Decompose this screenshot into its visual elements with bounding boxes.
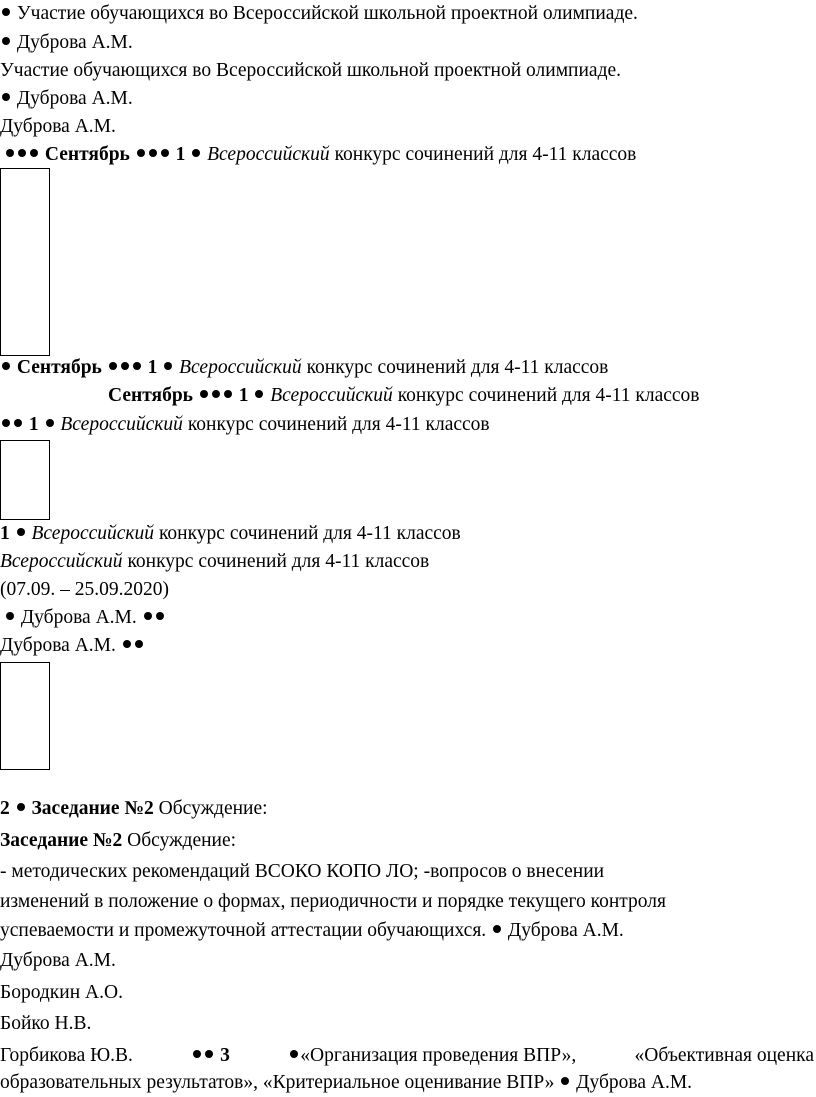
bullet-icon [144, 612, 152, 620]
borodkin-text: Бородкин А.О. [0, 982, 123, 1003]
contest-italic: Всероссийский [0, 551, 123, 572]
dates-text: (07.09. – 25.09.2020) [0, 579, 169, 600]
line-meeting-1 [0, 797, 268, 821]
paragraph-line-2 [0, 890, 666, 914]
paragraph-text: - методических рекомендаций ВСОКО КОПО ЛО; -вопросов о внесении [0, 861, 605, 882]
dubrova-text: Дуброва А.М. [16, 32, 133, 53]
contest-text: конкурс сочинений для 4-11 классов [158, 523, 461, 544]
line-september-3 [108, 384, 700, 408]
olympiad-text: Участие обучающихся во Всероссийской школьной проектной олимпиаде. [0, 60, 622, 81]
contest-text: конкурс сочинений для 4-11 классов [127, 551, 430, 572]
bullet-icon [14, 419, 22, 427]
bullet-icon [212, 390, 220, 398]
empty-cell-box [0, 440, 50, 520]
bullet-icon [109, 362, 117, 370]
topic-last: образовательных результатов», «Критериальное оценивание ВПР» [0, 1072, 555, 1093]
line-contest-5 [0, 522, 461, 546]
dubrova-text: Дуброва А.М. [576, 1072, 693, 1093]
bullet-icon [2, 93, 10, 101]
bullet-icon [156, 612, 164, 620]
line-dubrova-2 [0, 87, 133, 111]
row-number: 3 [220, 1045, 230, 1066]
line-dates [0, 578, 169, 602]
dubrova-text: Дуброва А.М. [0, 635, 116, 656]
contest-text: конкурс сочинений для 4-11 классов [306, 357, 609, 378]
dubrova-text: Дуброва А.М. [0, 116, 116, 137]
month-label: Сентябрь [44, 144, 130, 165]
bullet-icon [2, 362, 10, 370]
bullet-icon [46, 419, 54, 427]
bullet-icon [192, 149, 200, 157]
bullet-icon [121, 362, 129, 370]
bullet-icon [161, 149, 169, 157]
bullet-icon [193, 1050, 201, 1058]
line-september-2 [0, 356, 608, 380]
contest-text: конкурс сочинений для 4-11 классов [397, 385, 700, 406]
row-number: 1 [28, 414, 39, 435]
discussion-text: Обсуждение: [127, 830, 237, 851]
paragraph-text: изменений в положение о формах, периодичности и порядке текущего контроля [0, 891, 666, 912]
bullet-icon [255, 390, 263, 398]
line-dubrova-6 [0, 949, 116, 973]
bullet-icon [137, 149, 145, 157]
line-dubrova-5 [0, 634, 145, 658]
bullet-icon [135, 640, 143, 648]
row-number: 1 [175, 144, 186, 165]
bullet-icon [2, 419, 10, 427]
dubrova-text: Дуброва А.М. [507, 920, 624, 941]
bullet-icon [133, 362, 141, 370]
dubrova-text: Дуброва А.М. [0, 950, 116, 971]
dubrova-text: Дуброва А.М. [16, 88, 133, 109]
bullet-icon [561, 1077, 569, 1085]
line-borodkin [0, 981, 123, 1005]
bullet-icon [290, 1050, 298, 1058]
bullet-icon [123, 640, 131, 648]
contest-text: конкурс сочинений для 4-11 классов [334, 144, 637, 165]
row-number: 1 [238, 385, 249, 406]
bullet-icon [2, 8, 10, 16]
bullet-icon [2, 37, 10, 45]
paragraph-line-1 [0, 860, 604, 884]
line-boyko [0, 1012, 91, 1036]
bullet-icon [18, 149, 26, 157]
bullet-icon [200, 390, 208, 398]
bullet-icon [6, 149, 14, 157]
empty-cell-box [0, 168, 50, 356]
line-meeting-2 [0, 829, 236, 853]
paragraph-text: успеваемости и промежуточной аттестации обучающихся. [0, 920, 487, 941]
line-dubrova-4 [4, 606, 166, 630]
line-dubrova-3 [0, 115, 116, 139]
line-contest-4 [0, 413, 490, 437]
discussion-text: Обсуждение: [158, 798, 268, 819]
bullet-icon [30, 149, 38, 157]
olympiad-text: Участие обучающихся во Всероссийской школьной проектной олимпиаде. [16, 3, 638, 24]
line-dubrova-1 [0, 31, 133, 55]
line-olympiad-1 [0, 2, 638, 26]
month-label: Сентябрь [108, 385, 193, 406]
bullet-icon [205, 1050, 213, 1058]
gorbikova-text: Горбикова Ю.В. [0, 1045, 133, 1066]
contest-italic: Всероссийский [179, 357, 302, 378]
empty-cell-box [0, 662, 50, 770]
line-gorbikova [0, 1044, 814, 1068]
bullet-icon [6, 612, 14, 620]
topic-org: «Организация проведения ВПР», [300, 1045, 577, 1066]
contest-italic: Всероссийский [60, 414, 183, 435]
dubrova-text: Дуброва А.М. [20, 607, 137, 628]
line-topics-end [0, 1071, 692, 1095]
row-number: 1 [0, 523, 10, 544]
row-number: 1 [147, 357, 158, 378]
row-number: 2 [0, 798, 10, 819]
bullet-icon [17, 528, 25, 536]
bullet-icon [164, 362, 172, 370]
meeting-title: Заседание №2 [31, 798, 154, 819]
contest-text: конкурс сочинений для 4-11 классов [187, 414, 490, 435]
month-label: Сентябрь [16, 357, 102, 378]
contest-italic: Всероссийский [270, 385, 393, 406]
paragraph-line-3 [0, 919, 624, 943]
contest-italic: Всероссийский [207, 144, 330, 165]
bullet-icon [149, 149, 157, 157]
bullet-icon [493, 925, 501, 933]
boyko-text: Бойко Н.В. [0, 1013, 92, 1034]
bullets-group [288, 1044, 576, 1068]
bullet-icon [17, 803, 25, 811]
bullets-group [191, 1044, 230, 1068]
contest-italic: Всероссийский [31, 523, 155, 544]
bullet-icon [224, 390, 232, 398]
meeting-title: Заседание №2 [0, 830, 123, 851]
line-olympiad-2 [0, 59, 621, 83]
line-contest-6 [0, 550, 429, 574]
line-september-1 [4, 143, 636, 167]
topic-obj: «Объективная оценка [634, 1045, 814, 1066]
